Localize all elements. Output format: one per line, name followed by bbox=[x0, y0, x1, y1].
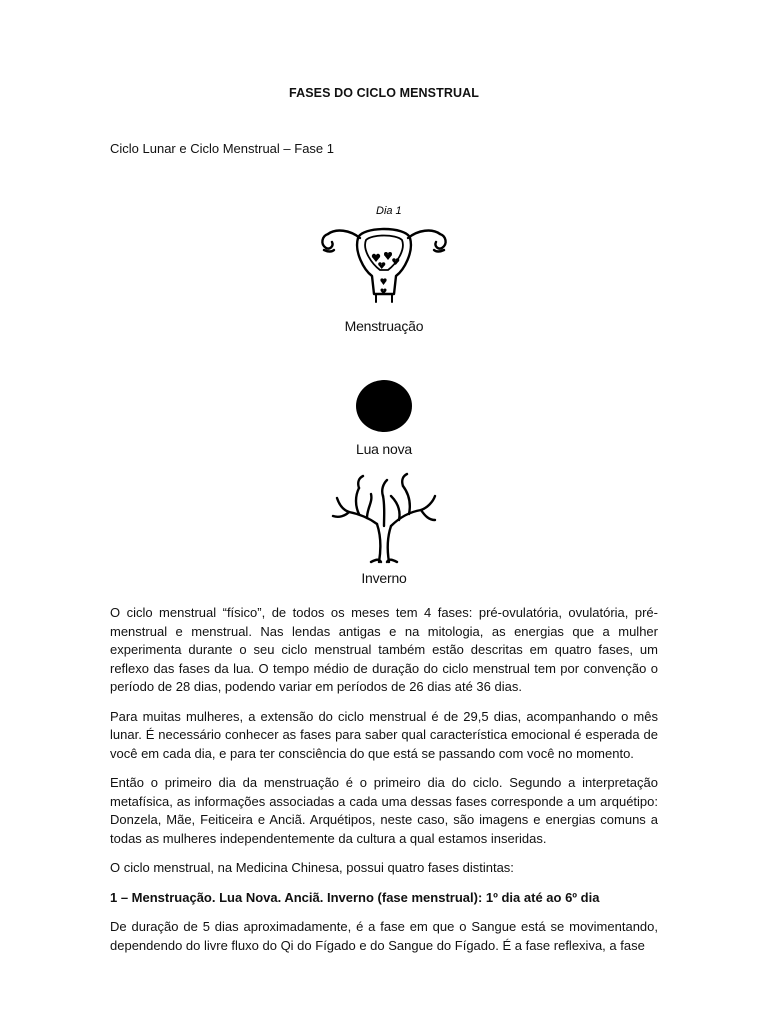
paragraph: Então o primeiro dia da menstruação é o primeiro dia do ciclo. Segundo a interpretação metafísica, as informações associadas a cada uma dessas fases corresponde a um arquétipo: Donzela, Mãe, Feiticeira e Anciã. Arquétipos, neste caso, são imagens e energias comuns a todas as mulheres independentemente da cultura a qual estamos inseridas. bbox=[110, 775, 658, 846]
tree-figure bbox=[0, 472, 768, 564]
document-title: FASES DO CICLO MENSTRUAL bbox=[289, 86, 479, 100]
uterus-caption: Menstruação bbox=[344, 318, 424, 334]
section-subtitle: Ciclo Lunar e Ciclo Menstrual – Fase 1 bbox=[110, 141, 334, 156]
paragraph: Para muitas mulheres, a extensão do ciclo menstrual é de 29,5 dias, acompanhando o mês lunar. É necessário conhecer as fases para saber qual característica emocional é esperada de você em cada dia, e para ter consciência do que está se passando com você no momento. bbox=[110, 708, 658, 761]
bare-tree-icon bbox=[329, 472, 439, 564]
uterus-icon bbox=[314, 198, 454, 310]
uterus-figure bbox=[0, 198, 768, 310]
paragraph: O ciclo menstrual, na Medicina Chinesa, possui quatro fases distintas: bbox=[110, 860, 514, 875]
moon-caption: Lua nova bbox=[355, 441, 412, 457]
uterus-day-label: Dia 1 bbox=[376, 205, 402, 217]
tree-caption: Inverno bbox=[361, 570, 407, 586]
document-body bbox=[110, 604, 658, 966]
moon-figure bbox=[0, 378, 768, 434]
paragraph: De duração de 5 dias aproximadamente, é a fase em que o Sangue está se movimentando, dependendo do livre fluxo do Qi do Fígado e do Sangue do Fígado. É a fase reflexiva, a fase bbox=[110, 919, 658, 953]
paragraph: O ciclo menstrual “físico”, de todos os meses tem 4 fases: pré-ovulatória, ovulatória, pré-menstrual e menstrual. Nas lendas antigas e na mitologia, as energias que a mulher experimenta durante o seu ciclo menstrual também estão descritas em quatro fases, um reflexo das fases da lua. O tempo médio de duração do ciclo menstrual tem por convenção o período de 28 dias, podendo variar em períodos de 26 dias até 36 dias. bbox=[110, 605, 658, 694]
phase-heading: 1 – Menstruação. Lua Nova. Anciã. Inverno (fase menstrual): 1º dia até ao 6º dia bbox=[110, 889, 600, 905]
new-moon-icon bbox=[354, 378, 414, 434]
